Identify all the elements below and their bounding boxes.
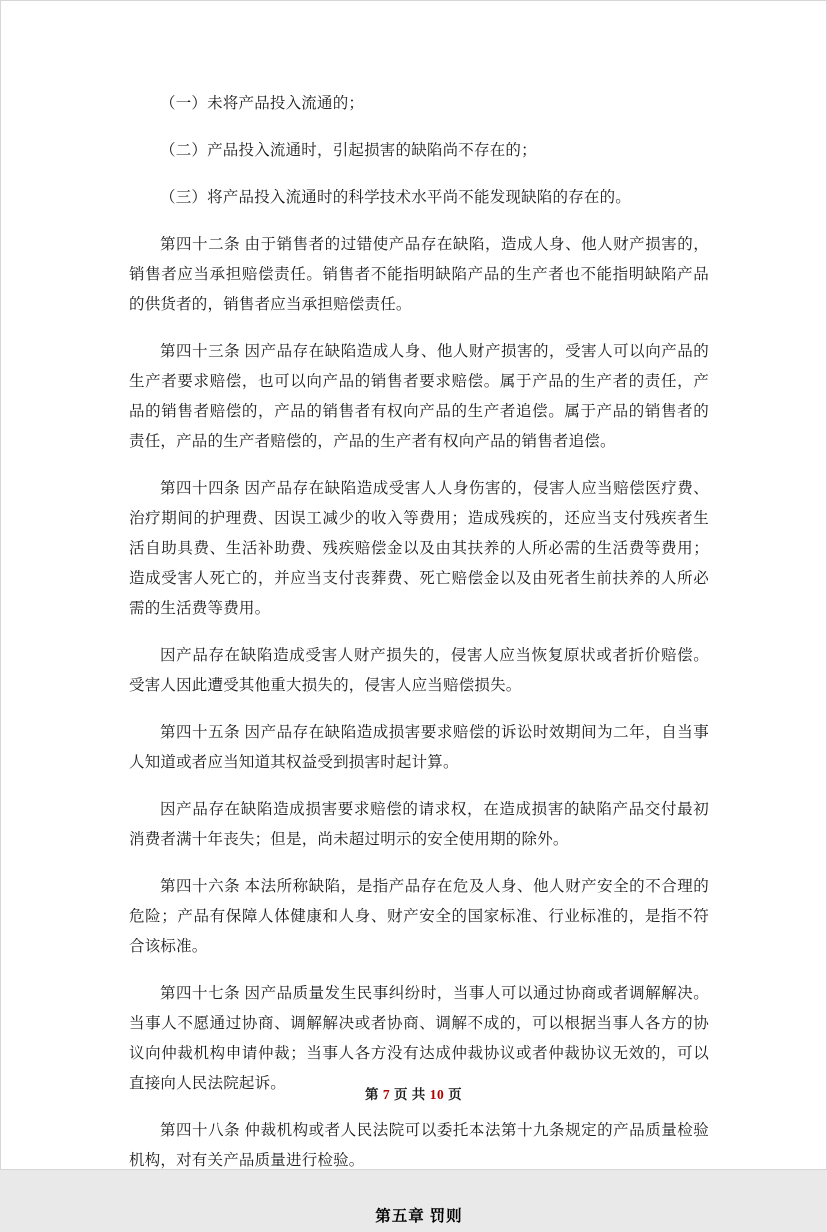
- page-footer: [1, 1083, 826, 1103]
- document-body: [129, 89, 709, 1232]
- chapter-heading: 第五章 罚则: [375, 1208, 463, 1225]
- paragraph: （一）未将产品投入流通的；: [160, 95, 365, 112]
- footer-middle: 页 共: [393, 1087, 426, 1102]
- footer-suffix: 页: [448, 1087, 463, 1102]
- footer-prefix: 第: [364, 1087, 379, 1102]
- paragraph: 因产品存在缺陷造成损害要求赔偿的请求权，在造成损害的缺陷产品交付最初消费者满十年丧失；但是，尚未超过明示的安全使用期的除外。: [129, 801, 709, 848]
- paragraph: 第四十六条 本法所称缺陷，是指产品存在危及人身、他人财产安全的不合理的危险；产品有保障人体健康和人身、财产安全的国家标准、行业标准的，是指不符合该标准。: [129, 878, 709, 955]
- footer-total-pages: 10: [429, 1087, 445, 1102]
- paragraph: 第四十四条 因产品存在缺陷造成受害人人身伤害的，侵害人应当赔偿医疗费、治疗期间的护理费、因误工减少的收入等费用；造成残疾的，还应当支付残疾者生活自助具费、生活补助费、残疾赔偿金以及由其扶养的人所必需的生活费等费用；造成受害人死亡的，并应当支付丧葬费、死亡赔偿金以及由死者生前扶养的人所必需的生活费等费用。: [129, 480, 709, 617]
- paragraph: 第四十七条 因产品质量发生民事纠纷时，当事人可以通过协商或者调解解决。当事人不愿通过协商、调解解决或者协商、调解不成的，可以根据当事人各方的协议向仲裁机构申请仲裁；当事人各方没有达成仲裁协议或者仲裁协议无效的，可以直接向人民法院起诉。: [129, 985, 709, 1092]
- paragraph: 因产品存在缺陷造成受害人财产损失的，侵害人应当恢复原状或者折价赔偿。受害人因此遭受其他重大损失的，侵害人应当赔偿损失。: [129, 647, 709, 694]
- paragraph: 第四十五条 因产品存在缺陷造成损害要求赔偿的诉讼时效期间为二年，自当事人知道或者应当知道其权益受到损害时起计算。: [129, 724, 709, 771]
- paragraph: （三）将产品投入流通时的科学技术水平尚不能发现缺陷的存在的。: [160, 189, 632, 206]
- footer-current-page: 7: [382, 1087, 391, 1102]
- paragraph: 第四十三条 因产品存在缺陷造成人身、他人财产损害的，受害人可以向产品的生产者要求赔偿，也可以向产品的销售者要求赔偿。属于产品的生产者的责任，产品的销售者赔偿的，产品的销售者有权向产品的生产者追偿。属于产品的销售者的责任，产品的生产者赔偿的，产品的生产者有权向产品的销售者追偿。: [129, 343, 709, 450]
- paragraph: 第四十二条 由于销售者的过错使产品存在缺陷，造成人身、他人财产损害的，销售者应当承担赔偿责任。销售者不能指明缺陷产品的生产者也不能指明缺陷产品的供货者的，销售者应当承担赔偿责任。: [129, 236, 709, 313]
- paragraph: （二）产品投入流通时，引起损害的缺陷尚不存在的；: [160, 142, 537, 159]
- paragraph: 第四十八条 仲裁机构或者人民法院可以委托本法第十九条规定的产品质量检验机构，对有关产品质量进行检验。: [129, 1122, 709, 1169]
